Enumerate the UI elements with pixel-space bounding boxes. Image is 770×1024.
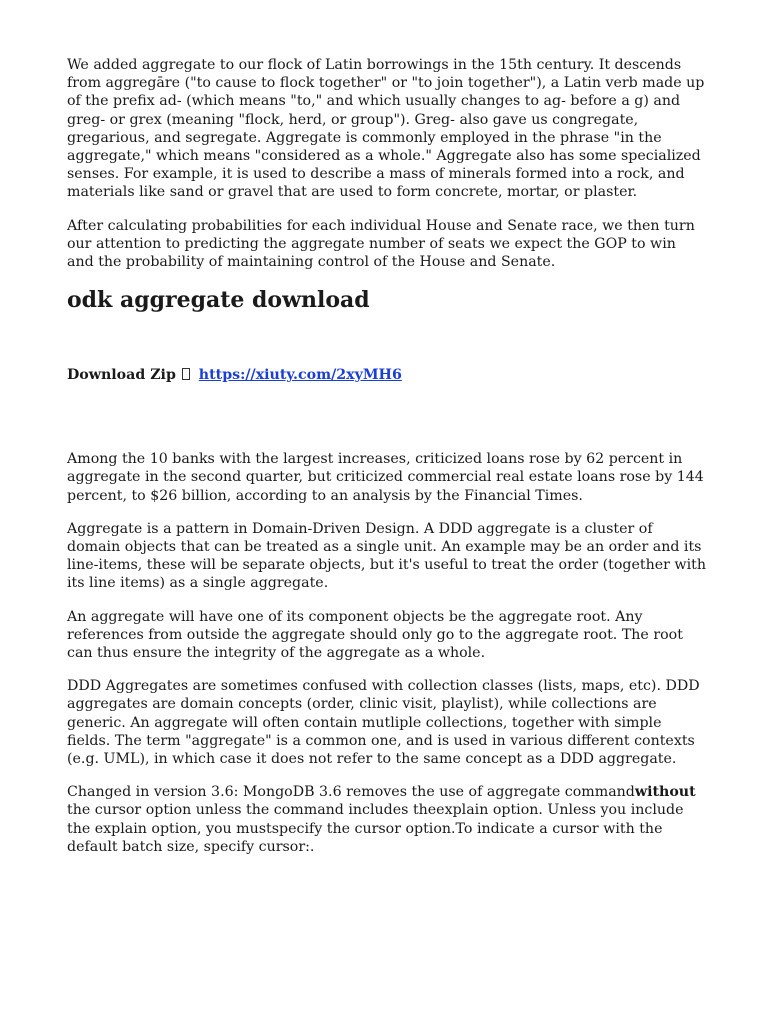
final-paragraph — [67, 783, 707, 856]
download-link[interactable]: https://xiuty.com/2xyMH6 — [198, 367, 402, 384]
body-paragraph-3: An aggregate will have one of its component objects be the aggregate root. Any references from outside the aggregate should only go to the aggregate root. The root can thus ensure the integrity of the aggregate as a whole. — [67, 608, 683, 662]
download-label: Download Zip — [67, 367, 176, 384]
intro-paragraph-2: After calculating probabilities for each individual House and Senate race, we then turn our attention to predicting the aggregate number of seats we expect the GOP to win and the probability of maintaining control of the House and Senate. — [67, 217, 695, 271]
body-paragraph-4: DDD Aggregates are sometimes confused with collection classes (lists, maps, etc). DDD aggregates are domain concepts (order, clinic visit, playlist), while collections are generic. An aggregate will often contain mutliple collections, together with simple fields. The term "aggregate" is a common one, and is used in various different contexts (e.g. UML), in which case it does not refer to the same concept as a DDD aggregate. — [67, 678, 700, 768]
final-paragraph-part2: the cursor option unless the command includes theexplain option. Unless you include the explain option, you mustspecify the cursor option.To indicate a cursor with the default batch size, specify cursor:. — [67, 802, 684, 855]
final-paragraph-bold: without — [634, 784, 696, 801]
body-paragraph-1: Among the 10 banks with the largest increases, criticized loans rose by 62 percent in aggregate in the second quarter, but criticized commercial real estate loans rose by 144 percent, to $26 billion, according to an analysis by the Financial Times. — [67, 451, 704, 504]
body-content — [67, 450, 707, 856]
download-line — [67, 366, 707, 384]
document-page — [67, 56, 707, 871]
box-icon — [182, 368, 190, 380]
page-heading: odk aggregate download — [67, 287, 370, 314]
body-paragraph-2: Aggregate is a pattern in Domain-Driven Design. A DDD aggregate is a cluster of domain objects that can be treated as a single unit. An example may be an order and its line-items, these will be separate objects, but it's useful to treat the order (together with its line items) as a single aggregate. — [67, 520, 706, 592]
intro-paragraph-1: We added aggregate to our flock of Latin borrowings in the 15th century. It descends from aggregāre ("to cause to flock together" or "to join together"), a Latin verb made up of the prefix ad- (which means "to," and which usually changes to ag- before a g) and greg- or grex (meaning "flock, herd, or group"). Greg- also gave us congregate, gregarious, and segregate. Aggregate is commonly employed in the phrase "in the aggregate," which means "considered as a whole." Aggregate also has some specialized senses. For example, it is used to describe a mass of minerals formed into a rock, and materials like sand or gravel that are used to form concrete, mortar, or plaster. — [67, 57, 705, 201]
final-paragraph-part1: Changed in version 3.6: MongoDB 3.6 removes the use of aggregate command — [67, 784, 635, 801]
